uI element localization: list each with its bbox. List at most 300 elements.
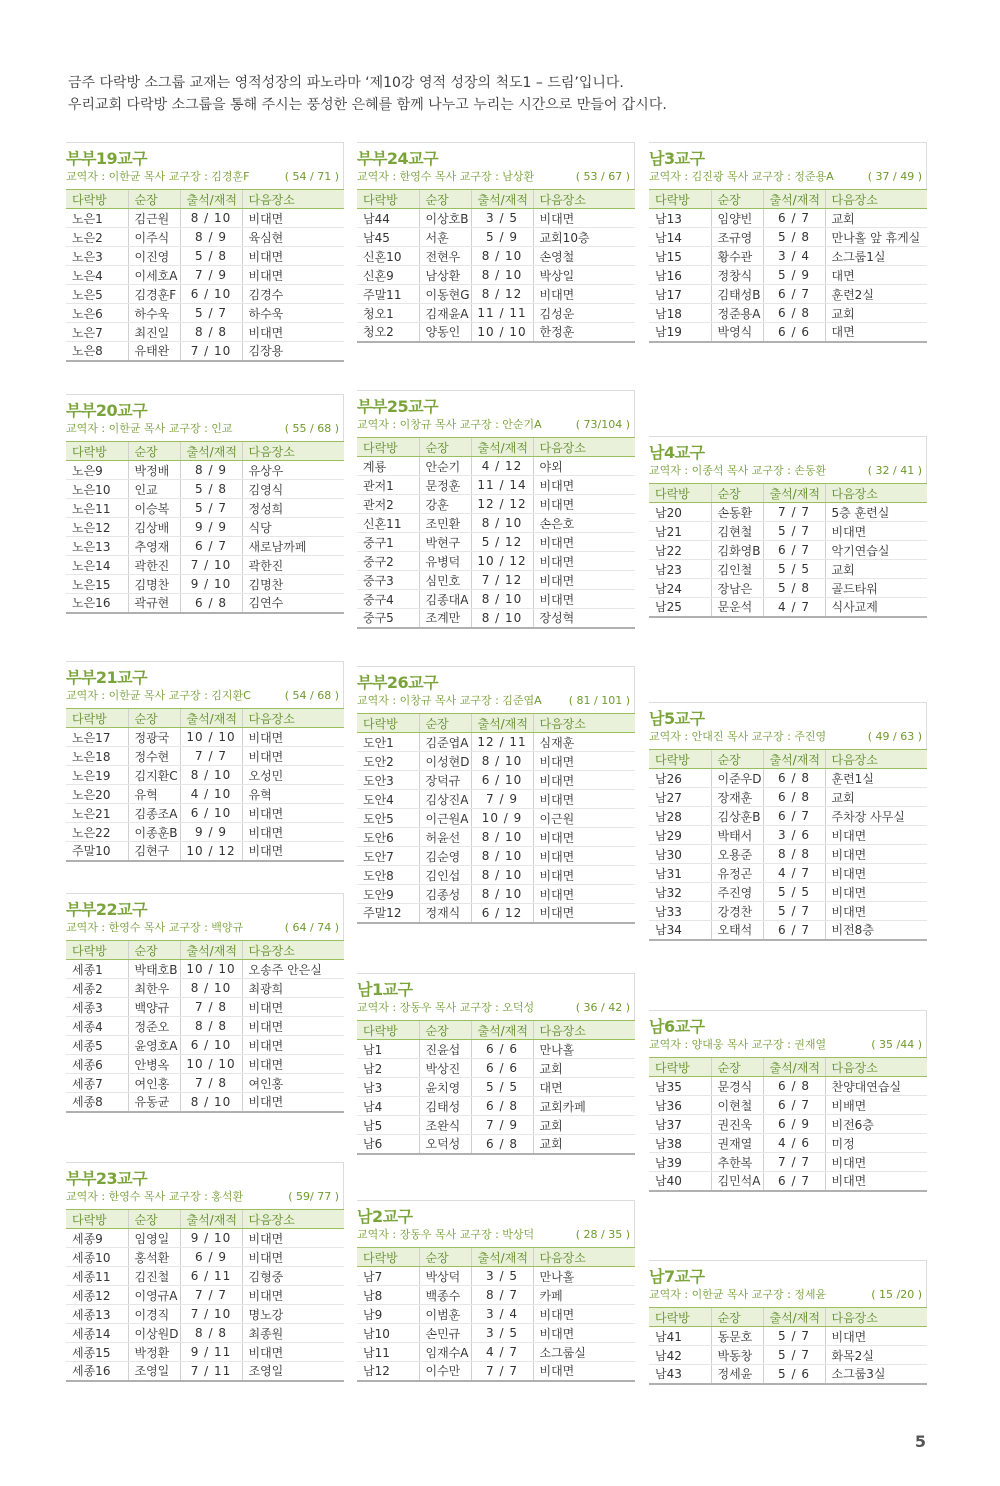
- cell-darakbang: 남42: [649, 1346, 711, 1365]
- group-leaders: 교역자 : 이한균 목사 교구장 : 인교: [66, 422, 233, 435]
- group-title: 부부25교구: [357, 397, 439, 416]
- group-attendance-total: ( 59/ 77 ): [288, 1190, 339, 1203]
- cell-next-place: 훈련2실: [825, 285, 927, 304]
- cell-leader: 이근원A: [419, 809, 471, 828]
- cell-attendance: 5 / 8: [763, 579, 825, 598]
- cell-attendance: 7 / 10: [180, 556, 242, 575]
- column-header: 순장: [128, 1210, 180, 1229]
- table-row: [357, 609, 635, 628]
- table-row: [357, 1116, 635, 1135]
- cell-next-place: 소그룹3실: [825, 1365, 927, 1384]
- group-block: [66, 893, 344, 1113]
- cell-leader: 김재윤A: [419, 304, 471, 323]
- group-subtitle: [649, 1287, 926, 1307]
- cell-darakbang: 노은15: [66, 575, 128, 594]
- cell-next-place: 비대면: [533, 533, 635, 552]
- cell-leader: 정준용A: [711, 304, 763, 323]
- cell-attendance: 8 / 10: [471, 847, 533, 866]
- cell-darakbang: 남24: [649, 579, 711, 598]
- cell-darakbang: 남21: [649, 522, 711, 541]
- cell-attendance: 6 / 10: [180, 285, 242, 304]
- column-header: 다음장소: [242, 190, 344, 209]
- group-attendance-total: ( 32 / 41 ): [867, 464, 922, 477]
- cell-next-place: 비대면: [533, 847, 635, 866]
- column-header: 순장: [128, 442, 180, 461]
- column-header: 순장: [711, 750, 763, 769]
- group-attendance-total: ( 54 / 68 ): [284, 689, 339, 702]
- table-row: [649, 845, 927, 864]
- group-header: [649, 1010, 927, 1057]
- table-row: [649, 1077, 927, 1096]
- cell-darakbang: 관저1: [357, 476, 419, 495]
- cell-attendance: 6 / 7: [763, 209, 825, 228]
- cell-leader: 김인섭: [419, 866, 471, 885]
- table-header-row: [66, 442, 344, 461]
- cell-leader: 장덕규: [419, 771, 471, 790]
- group-attendance-total: ( 54 / 71 ): [284, 170, 339, 183]
- cell-next-place: 비대면: [533, 1362, 635, 1381]
- table-row: [66, 480, 344, 499]
- cell-next-place: 비대면: [825, 1172, 927, 1191]
- cell-leader: 이현철: [711, 1096, 763, 1115]
- column-header: 출석/재적: [471, 1021, 533, 1040]
- table-row: [66, 960, 344, 979]
- cell-darakbang: 남19: [649, 323, 711, 342]
- cell-attendance: 4 / 12: [471, 457, 533, 476]
- column-header: 순장: [419, 1021, 471, 1040]
- cell-darakbang: 남41: [649, 1327, 711, 1346]
- group-subtitle: [649, 169, 926, 189]
- column-header: 출석/재적: [471, 190, 533, 209]
- cell-darakbang: 남17: [649, 285, 711, 304]
- table-row: [66, 247, 344, 266]
- table-row: [66, 342, 344, 361]
- cell-darakbang: 세종7: [66, 1074, 128, 1093]
- column-header: 출석/재적: [180, 190, 242, 209]
- cell-next-place: 교회카페: [533, 1097, 635, 1116]
- cell-darakbang: 남16: [649, 266, 711, 285]
- table-row: [649, 304, 927, 323]
- cell-attendance: 4 / 7: [763, 598, 825, 617]
- column-header: 다음장소: [825, 484, 927, 503]
- group-header: [66, 893, 344, 940]
- table-row: [649, 769, 927, 788]
- cell-darakbang: 중구1: [357, 533, 419, 552]
- cell-next-place: 미정: [825, 1134, 927, 1153]
- cell-darakbang: 노은21: [66, 804, 128, 823]
- table-row: [66, 537, 344, 556]
- cell-next-place: 비대면: [533, 828, 635, 847]
- column-header: 출석/재적: [763, 1308, 825, 1327]
- cell-next-place: 비대면: [242, 728, 344, 747]
- cell-next-place: 육심현: [242, 228, 344, 247]
- cell-next-place: 비대면: [825, 826, 927, 845]
- cell-leader: 최한우: [128, 979, 180, 998]
- cell-darakbang: 노은19: [66, 766, 128, 785]
- table-row: [649, 902, 927, 921]
- group-table: [357, 189, 635, 343]
- cell-leader: 오덕성: [419, 1135, 471, 1154]
- cell-leader: 곽규현: [128, 594, 180, 613]
- cell-darakbang: 세종1: [66, 960, 128, 979]
- cell-darakbang: 관저2: [357, 495, 419, 514]
- table-row: [66, 304, 344, 323]
- cell-darakbang: 노은13: [66, 537, 128, 556]
- cell-next-place: 대면: [533, 1078, 635, 1097]
- cell-leader: 김민석A: [711, 1172, 763, 1191]
- group-block: [649, 702, 927, 941]
- cell-next-place: 카페: [533, 1286, 635, 1305]
- cell-darakbang: 세종6: [66, 1055, 128, 1074]
- cell-darakbang: 노은22: [66, 823, 128, 842]
- column-header: 다락방: [649, 484, 711, 503]
- table-row: [66, 1286, 344, 1305]
- cell-attendance: 6 / 6: [763, 323, 825, 342]
- table-row: [357, 1097, 635, 1116]
- group-header: [66, 142, 344, 189]
- cell-next-place: 훈련1실: [825, 769, 927, 788]
- cell-darakbang: 남44: [357, 209, 419, 228]
- cell-darakbang: 세종10: [66, 1248, 128, 1267]
- table-row: [66, 785, 344, 804]
- cell-next-place: 비전8층: [825, 921, 927, 940]
- cell-attendance: 6 / 8: [763, 788, 825, 807]
- group-attendance-total: ( 28 / 35 ): [575, 1228, 630, 1241]
- cell-next-place: 비대면: [533, 752, 635, 771]
- intro-line-1: 금주 다락방 소그룹 교재는 영적성장의 파노라마 ‘제10강 영적 성장의 척도1 – 드림’입니다.: [68, 75, 624, 91]
- table-row: [66, 575, 344, 594]
- cell-next-place: 오성민: [242, 766, 344, 785]
- cell-darakbang: 세종14: [66, 1324, 128, 1343]
- table-row: [649, 560, 927, 579]
- table-row: [66, 1362, 344, 1381]
- cell-leader: 장재훈: [711, 788, 763, 807]
- cell-attendance: 8 / 10: [180, 766, 242, 785]
- table-header-row: [357, 714, 635, 733]
- cell-leader: 박상진: [419, 1059, 471, 1078]
- cell-leader: 유동균: [128, 1093, 180, 1112]
- cell-attendance: 12 / 11: [471, 733, 533, 752]
- table-row: [66, 1074, 344, 1093]
- cell-darakbang: 중구3: [357, 571, 419, 590]
- cell-attendance: 5 / 5: [471, 1078, 533, 1097]
- cell-darakbang: 중구5: [357, 609, 419, 628]
- group-attendance-total: ( 15 /20 ): [871, 1288, 922, 1301]
- cell-attendance: 4 / 6: [763, 1134, 825, 1153]
- column-header: 순장: [711, 1308, 763, 1327]
- cell-leader: 조규영: [711, 228, 763, 247]
- cell-next-place: 비대면: [533, 904, 635, 923]
- cell-leader: 인교: [128, 480, 180, 499]
- cell-next-place: 김명찬: [242, 575, 344, 594]
- cell-attendance: 3 / 4: [471, 1305, 533, 1324]
- cell-attendance: 3 / 5: [471, 1324, 533, 1343]
- group-title: 부부21교구: [66, 668, 148, 687]
- cell-next-place: 비대면: [825, 845, 927, 864]
- cell-leader: 진윤섭: [419, 1040, 471, 1059]
- cell-next-place: 비대면: [825, 883, 927, 902]
- cell-attendance: 8 / 8: [180, 1017, 242, 1036]
- cell-next-place: 대면: [825, 266, 927, 285]
- table-row: [357, 1059, 635, 1078]
- cell-leader: 김준엽A: [419, 733, 471, 752]
- group-table: [357, 1247, 635, 1382]
- cell-next-place: 비배면: [825, 1096, 927, 1115]
- cell-next-place: 비대면: [242, 823, 344, 842]
- table-row: [649, 1115, 927, 1134]
- group-title: 남3교구: [649, 149, 705, 168]
- cell-leader: 유혁: [128, 785, 180, 804]
- cell-darakbang: 도안3: [357, 771, 419, 790]
- cell-leader: 오용준: [711, 845, 763, 864]
- cell-darakbang: 노은1: [66, 209, 128, 228]
- column-header: 다음장소: [533, 438, 635, 457]
- cell-attendance: 5 / 8: [180, 480, 242, 499]
- group-title: 남4교구: [649, 443, 705, 462]
- group-leaders: 교역자 : 한영수 목사 교구장 : 남상환: [357, 170, 535, 183]
- group-block: [649, 436, 927, 618]
- group-table: [66, 441, 344, 614]
- table-row: [649, 864, 927, 883]
- table-row: [357, 304, 635, 323]
- group-leaders: 교역자 : 이한균 목사 교구장 : 김지환C: [66, 689, 251, 702]
- cell-leader: 이범훈: [419, 1305, 471, 1324]
- cell-attendance: 5 / 5: [763, 883, 825, 902]
- cell-next-place: 비대면: [242, 1036, 344, 1055]
- cell-attendance: 3 / 4: [763, 247, 825, 266]
- table-row: [66, 323, 344, 342]
- cell-next-place: 김성운: [533, 304, 635, 323]
- cell-leader: 심민호: [419, 571, 471, 590]
- cell-leader: 추영재: [128, 537, 180, 556]
- cell-darakbang: 노은8: [66, 342, 128, 361]
- table-row: [357, 552, 635, 571]
- table-row: [357, 1305, 635, 1324]
- cell-next-place: 한정훈: [533, 323, 635, 342]
- cell-leader: 정준오: [128, 1017, 180, 1036]
- cell-next-place: 비대면: [242, 323, 344, 342]
- cell-leader: 김종성: [419, 885, 471, 904]
- cell-leader: 유정곤: [711, 864, 763, 883]
- table-row: [66, 1305, 344, 1324]
- cell-attendance: 6 / 12: [471, 904, 533, 923]
- table-row: [649, 247, 927, 266]
- cell-next-place: 정성희: [242, 499, 344, 518]
- column-header: 출석/재적: [180, 941, 242, 960]
- column-header: 다음장소: [825, 750, 927, 769]
- cell-leader: 김현구: [128, 842, 180, 861]
- cell-next-place: 비대면: [825, 1153, 927, 1172]
- cell-leader: 권진욱: [711, 1115, 763, 1134]
- table-header-row: [357, 1021, 635, 1040]
- cell-next-place: 교회: [533, 1135, 635, 1154]
- table-header-row: [649, 1058, 927, 1077]
- column-header: 다락방: [357, 190, 419, 209]
- group-subtitle: [649, 729, 926, 749]
- table-row: [357, 323, 635, 342]
- cell-next-place: 비대면: [825, 522, 927, 541]
- cell-attendance: 6 / 8: [471, 1135, 533, 1154]
- cell-attendance: 7 / 9: [180, 266, 242, 285]
- table-row: [66, 461, 344, 480]
- table-row: [649, 1346, 927, 1365]
- cell-darakbang: 주말10: [66, 842, 128, 861]
- cell-attendance: 8 / 9: [180, 461, 242, 480]
- group-subtitle: [66, 169, 343, 189]
- cell-leader: 이경직: [128, 1305, 180, 1324]
- table-row: [649, 1096, 927, 1115]
- cell-leader: 이승복: [128, 499, 180, 518]
- cell-attendance: 7 / 7: [471, 1362, 533, 1381]
- cell-attendance: 6 / 8: [763, 304, 825, 323]
- table-row: [649, 1327, 927, 1346]
- table-row: [66, 728, 344, 747]
- cell-darakbang: 청오1: [357, 304, 419, 323]
- cell-next-place: 비대면: [242, 247, 344, 266]
- column-header: 다음장소: [825, 1308, 927, 1327]
- cell-leader: 김명찬: [128, 575, 180, 594]
- cell-darakbang: 도안2: [357, 752, 419, 771]
- cell-darakbang: 세종5: [66, 1036, 128, 1055]
- cell-next-place: 김연수: [242, 594, 344, 613]
- group-block: [649, 142, 927, 343]
- cell-next-place: 비대면: [825, 864, 927, 883]
- table-row: [649, 883, 927, 902]
- cell-darakbang: 세종3: [66, 998, 128, 1017]
- group-leaders: 교역자 : 안대진 목사 교구장 : 주진영: [649, 730, 827, 743]
- cell-leader: 손동환: [711, 503, 763, 522]
- cell-attendance: 6 / 7: [763, 921, 825, 940]
- cell-attendance: 10 / 12: [180, 842, 242, 861]
- column-header: 다락방: [357, 714, 419, 733]
- column-header: 순장: [419, 190, 471, 209]
- cell-attendance: 9 / 9: [180, 823, 242, 842]
- cell-attendance: 6 / 10: [471, 771, 533, 790]
- cell-attendance: 8 / 10: [180, 1093, 242, 1112]
- table-row: [357, 1286, 635, 1305]
- table-row: [649, 788, 927, 807]
- cell-next-place: 김경수: [242, 285, 344, 304]
- cell-next-place: 찬양대연습실: [825, 1077, 927, 1096]
- cell-next-place: 비대면: [242, 1343, 344, 1362]
- group-title: 부부23교구: [66, 1169, 148, 1188]
- cell-leader: 김태성B: [711, 285, 763, 304]
- group-header: [66, 394, 344, 441]
- cell-leader: 김진철: [128, 1267, 180, 1286]
- group-title: 부부22교구: [66, 900, 148, 919]
- column-header: 다락방: [357, 438, 419, 457]
- cell-attendance: 10 / 9: [471, 809, 533, 828]
- cell-next-place: 비대면: [242, 1286, 344, 1305]
- cell-leader: 장남은: [711, 579, 763, 598]
- cell-leader: 손민규: [419, 1324, 471, 1343]
- group-attendance-total: ( 36 / 42 ): [575, 1001, 630, 1014]
- cell-leader: 정창식: [711, 266, 763, 285]
- table-row: [357, 1135, 635, 1154]
- cell-darakbang: 도안5: [357, 809, 419, 828]
- cell-darakbang: 남31: [649, 864, 711, 883]
- column-header: 다락방: [649, 1308, 711, 1327]
- cell-leader: 정세윤: [711, 1365, 763, 1384]
- column-header: 출석/재적: [763, 1058, 825, 1077]
- cell-attendance: 9 / 9: [180, 518, 242, 537]
- table-row: [649, 598, 927, 617]
- cell-next-place: 오송주 안은실: [242, 960, 344, 979]
- cell-darakbang: 남37: [649, 1115, 711, 1134]
- column-header: 출석/재적: [763, 190, 825, 209]
- table-row: [357, 771, 635, 790]
- cell-attendance: 6 / 7: [763, 807, 825, 826]
- cell-attendance: 7 / 8: [180, 1074, 242, 1093]
- group-block: [649, 1010, 927, 1192]
- column-header: 다음장소: [242, 1210, 344, 1229]
- table-row: [66, 518, 344, 537]
- cell-darakbang: 도안6: [357, 828, 419, 847]
- cell-leader: 권재열: [711, 1134, 763, 1153]
- table-row: [66, 499, 344, 518]
- group-block: [66, 394, 344, 614]
- cell-next-place: 명노강: [242, 1305, 344, 1324]
- table-row: [649, 807, 927, 826]
- group-leaders: 교역자 : 이창규 목사 교구장 : 안순기A: [357, 418, 542, 431]
- group-block: [357, 973, 635, 1155]
- table-row: [649, 1172, 927, 1191]
- cell-leader: 서훈: [419, 228, 471, 247]
- cell-attendance: 9 / 10: [180, 575, 242, 594]
- cell-leader: 동문호: [711, 1327, 763, 1346]
- cell-next-place: 비대면: [242, 1229, 344, 1248]
- group-table: [357, 1020, 635, 1155]
- table-row: [649, 323, 927, 342]
- table-header-row: [649, 1308, 927, 1327]
- cell-darakbang: 세종9: [66, 1229, 128, 1248]
- cell-darakbang: 남29: [649, 826, 711, 845]
- cell-attendance: 12 / 12: [471, 495, 533, 514]
- cell-next-place: 김형중: [242, 1267, 344, 1286]
- group-header: [357, 666, 635, 713]
- column-header: 다음장소: [242, 709, 344, 728]
- cell-attendance: 11 / 14: [471, 476, 533, 495]
- cell-leader: 박정배: [128, 461, 180, 480]
- group-subtitle: [649, 463, 926, 483]
- cell-leader: 양동인: [419, 323, 471, 342]
- cell-attendance: 6 / 7: [763, 285, 825, 304]
- cell-darakbang: 노은12: [66, 518, 128, 537]
- cell-next-place: 교회: [533, 1116, 635, 1135]
- table-row: [66, 804, 344, 823]
- table-row: [357, 495, 635, 514]
- group-title: 남1교구: [357, 980, 413, 999]
- cell-next-place: 비대면: [533, 476, 635, 495]
- cell-leader: 정광국: [128, 728, 180, 747]
- table-row: [357, 847, 635, 866]
- table-row: [66, 285, 344, 304]
- table-row: [357, 266, 635, 285]
- cell-next-place: 여인홍: [242, 1074, 344, 1093]
- cell-next-place: 유혁: [242, 785, 344, 804]
- cell-darakbang: 남15: [649, 247, 711, 266]
- cell-attendance: 6 / 7: [763, 541, 825, 560]
- table-row: [357, 457, 635, 476]
- cell-next-place: 손영철: [533, 247, 635, 266]
- group-leaders: 교역자 : 장동우 목사 교구장 : 박상덕: [357, 1228, 535, 1241]
- cell-leader: 이상호B: [419, 209, 471, 228]
- cell-attendance: 4 / 7: [763, 864, 825, 883]
- cell-attendance: 8 / 12: [471, 285, 533, 304]
- table-row: [66, 1036, 344, 1055]
- cell-leader: 유태완: [128, 342, 180, 361]
- cell-attendance: 8 / 7: [471, 1286, 533, 1305]
